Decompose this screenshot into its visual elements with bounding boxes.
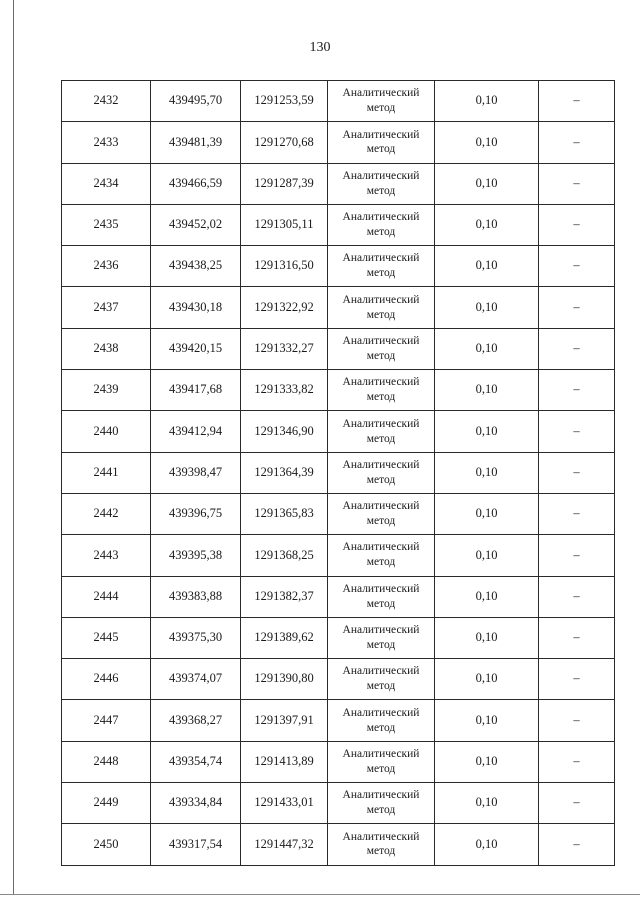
y-coordinate-cell: 1291333,82 xyxy=(241,370,328,411)
method-cell xyxy=(328,576,435,617)
method-line-2: метод xyxy=(366,556,396,569)
accuracy-cell: 0,10 xyxy=(435,204,539,245)
x-coordinate-cell: 439368,27 xyxy=(151,700,241,741)
x-coordinate-cell: 439430,18 xyxy=(151,287,241,328)
y-coordinate-cell: 1291413,89 xyxy=(241,741,328,782)
accuracy-cell: 0,10 xyxy=(435,493,539,534)
point-number-cell: 2446 xyxy=(62,659,151,700)
method-cell xyxy=(328,617,435,658)
table-row xyxy=(62,824,615,865)
method-line-1: Аналитический xyxy=(342,541,420,554)
point-number-cell: 2450 xyxy=(62,824,151,865)
accuracy-cell: 0,10 xyxy=(435,741,539,782)
method-line-2: метод xyxy=(366,515,396,528)
method-line-1: Аналитический xyxy=(342,747,420,760)
method-cell xyxy=(328,535,435,576)
table-row xyxy=(62,741,615,782)
method-line-1: Аналитический xyxy=(342,417,420,430)
accuracy-cell: 0,10 xyxy=(435,659,539,700)
note-cell: – xyxy=(539,122,615,163)
note-cell: – xyxy=(539,452,615,493)
point-number-cell: 2449 xyxy=(62,783,151,824)
x-coordinate-cell: 439354,74 xyxy=(151,741,241,782)
point-number-cell: 2436 xyxy=(62,246,151,287)
point-number-cell: 2439 xyxy=(62,370,151,411)
table-row xyxy=(62,204,615,245)
method-line-1: Аналитический xyxy=(342,293,420,306)
method-line-1: Аналитический xyxy=(342,334,420,347)
method-line-1: Аналитический xyxy=(342,582,420,595)
note-cell: – xyxy=(539,204,615,245)
x-coordinate-cell: 439374,07 xyxy=(151,659,241,700)
x-coordinate-cell: 439375,30 xyxy=(151,617,241,658)
y-coordinate-cell: 1291389,62 xyxy=(241,617,328,658)
accuracy-cell: 0,10 xyxy=(435,246,539,287)
table-row xyxy=(62,328,615,369)
point-number-cell: 2444 xyxy=(62,576,151,617)
coordinates-table xyxy=(61,80,615,866)
method-line-1: Аналитический xyxy=(342,211,420,224)
y-coordinate-cell: 1291447,32 xyxy=(241,824,328,865)
table-row xyxy=(62,783,615,824)
note-cell: – xyxy=(539,328,615,369)
y-coordinate-cell: 1291433,01 xyxy=(241,783,328,824)
method-line-1: Аналитический xyxy=(342,500,420,513)
point-number-cell: 2448 xyxy=(62,741,151,782)
method-line-2: метод xyxy=(366,143,396,156)
table-row xyxy=(62,246,615,287)
method-cell xyxy=(328,411,435,452)
note-cell: – xyxy=(539,576,615,617)
point-number-cell: 2434 xyxy=(62,163,151,204)
x-coordinate-cell: 439438,25 xyxy=(151,246,241,287)
x-coordinate-cell: 439395,38 xyxy=(151,535,241,576)
point-number-cell: 2433 xyxy=(62,122,151,163)
method-line-2: метод xyxy=(366,226,396,239)
method-cell xyxy=(328,741,435,782)
method-line-1: Аналитический xyxy=(342,169,420,182)
table-row xyxy=(62,163,615,204)
table-row xyxy=(62,452,615,493)
accuracy-cell: 0,10 xyxy=(435,617,539,658)
note-cell: – xyxy=(539,287,615,328)
method-cell xyxy=(328,659,435,700)
method-line-1: Аналитический xyxy=(342,665,420,678)
method-cell xyxy=(328,328,435,369)
table-row xyxy=(62,122,615,163)
method-line-1: Аналитический xyxy=(342,706,420,719)
point-number-cell: 2447 xyxy=(62,700,151,741)
point-number-cell: 2435 xyxy=(62,204,151,245)
method-line-2: метод xyxy=(366,639,396,651)
method-cell xyxy=(328,163,435,204)
accuracy-cell: 0,10 xyxy=(435,452,539,493)
method-line-1: Аналитический xyxy=(342,789,420,802)
table-row xyxy=(62,659,615,700)
accuracy-cell: 0,10 xyxy=(435,576,539,617)
accuracy-cell: 0,10 xyxy=(435,122,539,163)
method-cell xyxy=(328,81,435,122)
y-coordinate-cell: 1291332,27 xyxy=(241,328,328,369)
method-cell xyxy=(328,824,435,865)
x-coordinate-cell: 439317,54 xyxy=(151,824,241,865)
method-line-1: Аналитический xyxy=(342,252,420,265)
accuracy-cell: 0,10 xyxy=(435,163,539,204)
method-cell xyxy=(328,287,435,328)
note-cell: – xyxy=(539,659,615,700)
y-coordinate-cell: 1291368,25 xyxy=(241,535,328,576)
method-line-2: метод xyxy=(366,597,396,610)
table-row xyxy=(62,493,615,534)
method-line-1: Аналитический xyxy=(342,624,420,637)
method-line-2: метод xyxy=(366,845,396,858)
accuracy-cell: 0,10 xyxy=(435,328,539,369)
point-number-cell: 2432 xyxy=(62,81,151,122)
point-number-cell: 2437 xyxy=(62,287,151,328)
method-line-1: Аналитический xyxy=(342,830,420,843)
method-line-1: Аналитический xyxy=(342,376,420,389)
table-row xyxy=(62,617,615,658)
accuracy-cell: 0,10 xyxy=(435,824,539,865)
y-coordinate-cell: 1291364,39 xyxy=(241,452,328,493)
method-line-2: метод xyxy=(366,391,396,404)
y-coordinate-cell: 1291365,83 xyxy=(241,493,328,534)
method-cell xyxy=(328,783,435,824)
accuracy-cell: 0,10 xyxy=(435,700,539,741)
method-cell xyxy=(328,122,435,163)
method-line-2: метод xyxy=(366,102,396,115)
accuracy-cell: 0,10 xyxy=(435,370,539,411)
y-coordinate-cell: 1291382,37 xyxy=(241,576,328,617)
table-row xyxy=(62,370,615,411)
note-cell: – xyxy=(539,741,615,782)
note-cell: – xyxy=(539,246,615,287)
method-line-2: метод xyxy=(366,184,396,197)
method-line-1: Аналитический xyxy=(342,87,420,100)
page-bottom-edge xyxy=(0,894,640,895)
y-coordinate-cell: 1291346,90 xyxy=(241,411,328,452)
x-coordinate-cell: 439452,02 xyxy=(151,204,241,245)
method-cell xyxy=(328,246,435,287)
method-line-2: метод xyxy=(366,267,396,280)
method-line-2: метод xyxy=(366,308,396,321)
x-coordinate-cell: 439334,84 xyxy=(151,783,241,824)
x-coordinate-cell: 439396,75 xyxy=(151,493,241,534)
accuracy-cell: 0,10 xyxy=(435,535,539,576)
method-cell xyxy=(328,204,435,245)
method-line-2: метод xyxy=(366,762,396,775)
x-coordinate-cell: 439495,70 xyxy=(151,81,241,122)
note-cell: – xyxy=(539,493,615,534)
accuracy-cell: 0,10 xyxy=(435,287,539,328)
method-line-2: метод xyxy=(366,432,396,445)
table-row xyxy=(62,411,615,452)
x-coordinate-cell: 439383,88 xyxy=(151,576,241,617)
y-coordinate-cell: 1291316,50 xyxy=(241,246,328,287)
note-cell: – xyxy=(539,783,615,824)
table-row xyxy=(62,700,615,741)
y-coordinate-cell: 1291305,11 xyxy=(241,204,328,245)
point-number-cell: 2438 xyxy=(62,328,151,369)
x-coordinate-cell: 439466,59 xyxy=(151,163,241,204)
note-cell: – xyxy=(539,411,615,452)
table-row xyxy=(62,535,615,576)
x-coordinate-cell: 439420,15 xyxy=(151,328,241,369)
note-cell: – xyxy=(539,370,615,411)
method-line-2: метод xyxy=(366,349,396,362)
method-cell xyxy=(328,452,435,493)
point-number-cell: 2443 xyxy=(62,535,151,576)
x-coordinate-cell: 439417,68 xyxy=(151,370,241,411)
note-cell: – xyxy=(539,163,615,204)
note-cell: – xyxy=(539,824,615,865)
x-coordinate-cell: 439412,94 xyxy=(151,411,241,452)
y-coordinate-cell: 1291390,80 xyxy=(241,659,328,700)
note-cell: – xyxy=(539,617,615,658)
y-coordinate-cell: 1291253,59 xyxy=(241,81,328,122)
page-number: 130 xyxy=(309,40,331,55)
y-coordinate-cell: 1291322,92 xyxy=(241,287,328,328)
accuracy-cell: 0,10 xyxy=(435,783,539,824)
table-row xyxy=(62,287,615,328)
method-line-2: метод xyxy=(366,721,396,734)
x-coordinate-cell: 439481,39 xyxy=(151,122,241,163)
page-left-edge xyxy=(13,0,14,895)
x-coordinate-cell: 439398,47 xyxy=(151,452,241,493)
accuracy-cell: 0,10 xyxy=(435,81,539,122)
method-cell xyxy=(328,370,435,411)
table-row xyxy=(62,576,615,617)
method-cell xyxy=(328,493,435,534)
y-coordinate-cell: 1291270,68 xyxy=(241,122,328,163)
coordinates-table-body xyxy=(62,81,615,866)
method-line-2: метод xyxy=(366,473,396,486)
note-cell: – xyxy=(539,81,615,122)
accuracy-cell: 0,10 xyxy=(435,411,539,452)
y-coordinate-cell: 1291287,39 xyxy=(241,163,328,204)
point-number-cell: 2440 xyxy=(62,411,151,452)
method-line-2: метод xyxy=(366,804,396,817)
method-line-1: Аналитический xyxy=(342,128,420,141)
point-number-cell: 2442 xyxy=(62,493,151,534)
method-line-2: метод xyxy=(366,680,396,693)
point-number-cell: 2445 xyxy=(62,617,151,658)
table-row xyxy=(62,81,615,122)
note-cell: – xyxy=(539,535,615,576)
point-number-cell: 2441 xyxy=(62,452,151,493)
method-line-1: Аналитический xyxy=(342,458,420,471)
y-coordinate-cell: 1291397,91 xyxy=(241,700,328,741)
note-cell: – xyxy=(539,700,615,741)
method-cell xyxy=(328,700,435,741)
